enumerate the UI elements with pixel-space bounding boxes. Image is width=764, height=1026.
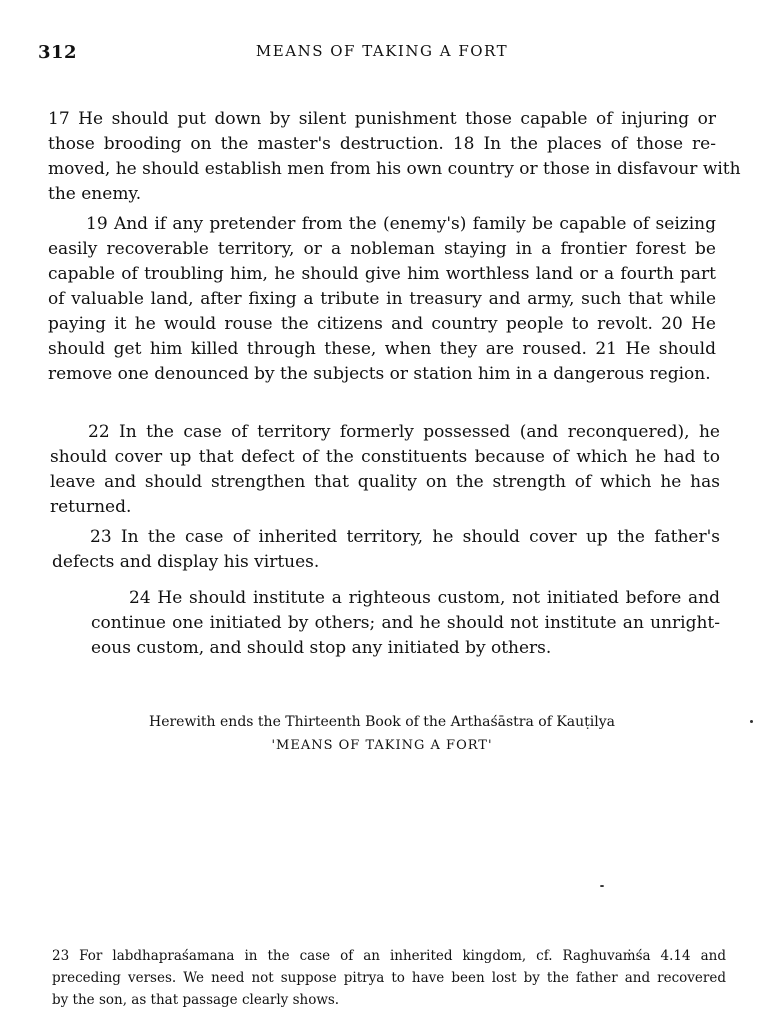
text-line: should get him killed through these, when they are roused. 21 He should xyxy=(48,339,716,359)
text-line: 22 In the case of territory formerly possessed (and reconquered), he xyxy=(88,422,720,442)
colophon-line: Herewith ends the Thirteenth Book of the Arthaśāstra of Kauṭilya xyxy=(149,714,615,730)
paragraph-17-18 xyxy=(48,107,741,207)
colophon-book-title: 'MEANS OF TAKING A FORT' xyxy=(271,738,493,753)
text-line: moved, he should establish men from his own country or those in disfavour with xyxy=(48,159,741,179)
text-line: 17 He should put down by silent punishment those capable of injuring or xyxy=(48,109,716,129)
paragraph-24 xyxy=(91,586,720,661)
running-title: MEANS OF TAKING A FORT xyxy=(255,42,509,60)
paragraph-19-21 xyxy=(48,212,716,387)
text-line: of valuable land, after fixing a tribute in treasury and army, such that while xyxy=(48,289,716,309)
text-line: continue one initiated by others; and he should not institute an unright- xyxy=(91,613,720,633)
page-number: 312 xyxy=(38,42,78,63)
text-line: defects and display his virtues. xyxy=(52,552,320,572)
text-line: paying it he would rouse the citizens and country people to revolt. 20 He xyxy=(48,314,716,334)
text-line: returned. xyxy=(50,497,132,517)
footnote-line: by the son, as that passage clearly shows. xyxy=(52,992,340,1008)
text-line: those brooding on the master's destruction. 18 In the places of those re- xyxy=(48,134,716,154)
text-line: 24 He should institute a righteous custom, not initiated before and xyxy=(129,588,720,608)
footnote xyxy=(52,945,726,1011)
colophon xyxy=(0,710,764,758)
text-line: leave and should strengthen that quality on the strength of which he has xyxy=(50,472,720,492)
text-line: capable of troubling him, he should give him worthless land or a fourth part xyxy=(48,264,716,284)
text-line: eous custom, and should stop any initiated by others. xyxy=(91,638,552,658)
scan-speck xyxy=(600,885,604,887)
scan-speck xyxy=(750,720,753,723)
text-line: 19 And if any pretender from the (enemy's) family be capable of seizing xyxy=(86,214,716,234)
text-line: the enemy. xyxy=(48,184,142,204)
text-line: should cover up that defect of the constituents because of which he had to xyxy=(50,447,720,467)
text-line: remove one denounced by the subjects or station him in a dangerous region. xyxy=(48,364,711,384)
footnote-line: 23 For labdhapraśamana in the case of an inherited kingdom, cf. Raghuvaṁśa 4.14 and xyxy=(52,948,726,964)
text-line: easily recoverable territory, or a nobleman staying in a frontier forest be xyxy=(48,239,716,259)
paragraph-23 xyxy=(52,525,720,575)
paragraph-22 xyxy=(50,420,720,520)
footnote-line: preceding verses. We need not suppose pitrya to have been lost by the father and recovered xyxy=(52,970,726,986)
text-line: 23 In the case of inherited territory, he should cover up the father's xyxy=(90,527,720,547)
